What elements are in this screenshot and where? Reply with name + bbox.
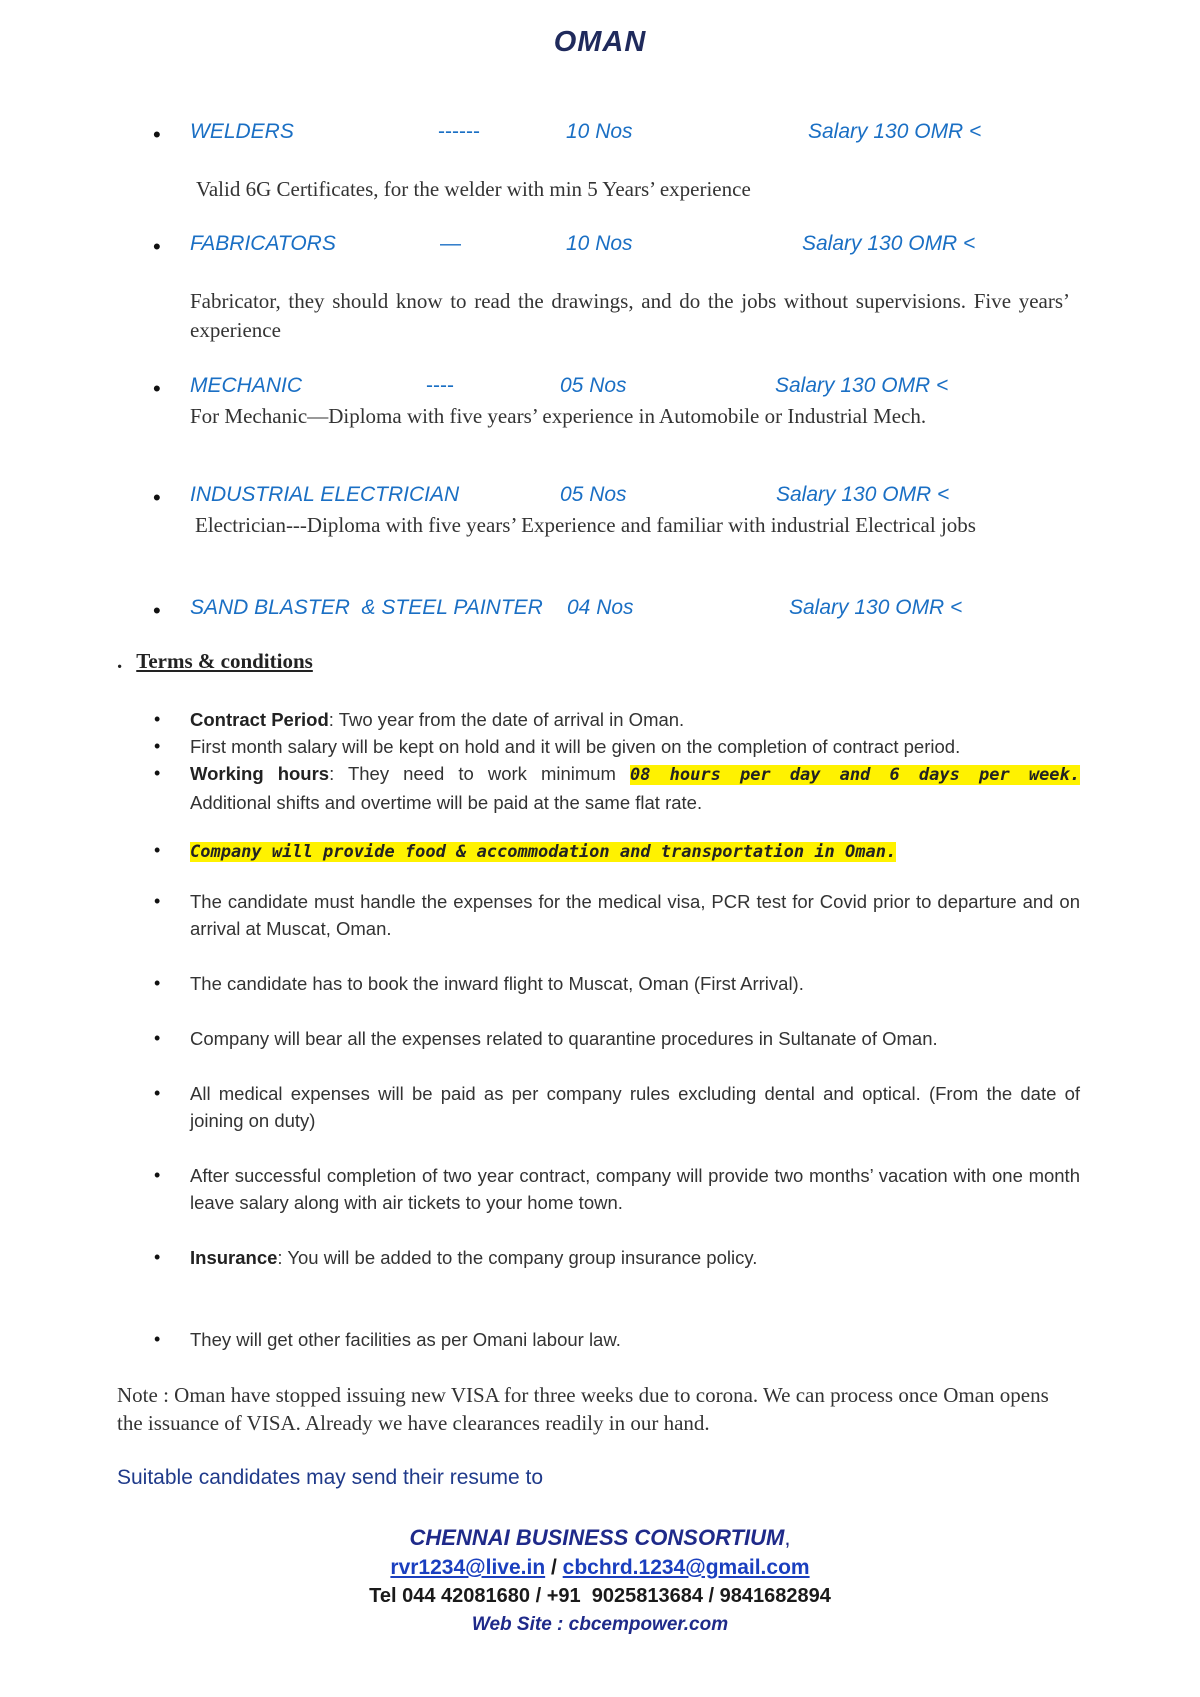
job-description: Valid 6G Certificates, for the welder with min 5 Years’ experience <box>196 177 751 201</box>
term-highlight: 08 hours per day and 6 days per week. <box>630 765 1081 785</box>
term-labour-law: • They will get other facilities as per Omani labour law. <box>150 1326 1080 1353</box>
term-flight: • The candidate has to book the inward flight to Muscat, Oman (First Arrival). <box>150 970 1080 997</box>
job-salary: Salary 130 OMR < <box>789 596 963 619</box>
job-role: INDUSTRIAL ELECTRICIAN <box>190 483 460 506</box>
company-name <box>0 1525 1200 1551</box>
term-highlight: Company will provide food & accommodation and transportation in Oman. <box>190 842 897 862</box>
job-salary: Salary 130 OMR < <box>802 232 976 255</box>
job-separator: ------ <box>438 120 480 143</box>
term-text: The candidate must handle the expenses for the medical visa, PCR test for Covid prior to departure and on arrival at Muscat, Oman. <box>190 891 1080 939</box>
term-text: The candidate has to book the inward flight to Muscat, Oman (First Arrival). <box>190 973 804 994</box>
job-role: FABRICATORS <box>190 232 336 255</box>
job-salary: Salary 130 OMR < <box>776 483 950 506</box>
term-label: Insurance <box>190 1247 278 1268</box>
website: Web Site : cbcempower.com <box>471 1614 729 1635</box>
job-quantity: 10 Nos <box>566 232 633 255</box>
job-description: Fabricator, they should know to read the drawings, and do the jobs without supervisions. Five years’ experience <box>190 289 1070 342</box>
term-text: Company will bear all the expenses related to quarantine procedures in Sultanate of Oman. <box>190 1028 938 1049</box>
job-description: For Mechanic—Diploma with five years’ experience in Automobile or Industrial Mech. <box>190 404 927 428</box>
job-quantity: 05 Nos <box>560 483 627 506</box>
bullet: • <box>153 376 161 401</box>
job-separator: — <box>440 232 461 255</box>
job-quantity: 04 Nos <box>567 596 634 619</box>
term-label: Contract Period <box>190 709 329 730</box>
email-link-gmail[interactable]: cbchrd.1234@gmail.com <box>562 1556 810 1579</box>
term-text: : Two year from the date of arrival in Oman. <box>328 709 685 730</box>
job-row-mechanic <box>0 374 1200 404</box>
email-separator: / <box>545 1556 563 1579</box>
term-quarantine: • Company will bear all the expenses related to quarantine procedures in Sultanate of Oman. <box>150 1025 1080 1052</box>
bullet: • <box>153 122 161 147</box>
page-title: OMAN <box>553 26 647 58</box>
job-row-welders <box>0 120 1200 150</box>
note-paragraph: Note : Oman have stopped issuing new VISA for three weeks due to corona. We can process once Oman opens the issuance of VISA. Already we have clearances readily in our hand. <box>117 1383 1049 1435</box>
term-food: • Company will provide food & accommodation and transportation in Oman. <box>154 840 897 862</box>
email-link-live[interactable]: rvr1234@live.in <box>390 1556 546 1579</box>
term-working-hours: • Working hours: They need to work minimum 08 hours per day and 6 days per week. Additional shifts and overtime will be paid at the same flat rate. <box>154 763 1081 813</box>
job-salary: Salary 130 OMR < <box>775 374 949 397</box>
job-row-sand-blaster <box>0 596 1200 626</box>
term-text: : You will be added to the company group insurance policy. <box>277 1247 758 1268</box>
bullet: • <box>153 598 161 623</box>
job-quantity: 10 Nos <box>566 120 633 143</box>
term-text-after: Additional shifts and overtime will be paid at the same flat rate. <box>190 792 703 813</box>
email-links <box>0 1556 1200 1580</box>
term-text: They will get other facilities as per Omani labour law. <box>190 1329 621 1350</box>
job-row-fabricators <box>0 232 1200 262</box>
job-role: WELDERS <box>190 120 294 143</box>
term-contract-period: • Contract Period: Two year from the date of arrival in Oman. <box>154 709 685 730</box>
term-text: : They need to work minimum <box>329 763 631 784</box>
term-vacation: • After successful completion of two year contract, company will provide two months’ vacation with one month leave salary along with air tickets to your home town. <box>150 1162 1080 1216</box>
suitable-candidates-text: Suitable candidates may send their resume to <box>117 1466 544 1489</box>
job-role: SAND BLASTER & STEEL PAINTER <box>190 596 543 619</box>
term-text: After successful completion of two year contract, company will provide two months’ vacation with one month leave salary along with air tickets to your home town. <box>190 1165 1080 1213</box>
term-insurance: • Insurance: You will be added to the company group insurance policy. <box>154 1247 758 1268</box>
job-description: Electrician---Diploma with five years’ Experience and familiar with industrial Electrical jobs <box>195 513 976 537</box>
company-name-text: CHENNAI BUSINESS CONSORTIUM <box>409 1525 785 1550</box>
job-salary: Salary 130 OMR < <box>808 120 982 143</box>
job-separator: ---- <box>426 374 454 397</box>
company-name-suffix: , <box>784 1525 791 1550</box>
term-text: All medical expenses will be paid as per company rules excluding dental and optical. (From the date of joining on duty) <box>190 1083 1080 1131</box>
job-quantity: 05 Nos <box>560 374 627 397</box>
bullet: • <box>153 485 161 510</box>
terms-title: Terms & conditions <box>136 649 313 673</box>
term-medical-visa: • The candidate must handle the expenses for the medical visa, PCR test for Covid prior to departure and on arrival at Muscat, Oman. <box>150 888 1080 942</box>
term-text: First month salary will be kept on hold and it will be given on the completion of contract period. <box>190 736 961 757</box>
job-role: MECHANIC <box>190 374 303 397</box>
telephone-numbers: Tel 044 42081680 / +91 9025813684 / 9841682894 <box>369 1585 831 1607</box>
term-label: Working hours <box>190 763 330 784</box>
terms-prefix: . <box>117 649 123 673</box>
bullet: • <box>153 234 161 259</box>
term-medical: • All medical expenses will be paid as per company rules excluding dental and optical. (From the date of joining on duty) <box>150 1080 1080 1134</box>
terms-heading <box>117 649 313 674</box>
job-row-industrial-electrician <box>0 483 1200 513</box>
term-first-month: • First month salary will be kept on hold and it will be given on the completion of contract period. <box>150 733 1080 760</box>
